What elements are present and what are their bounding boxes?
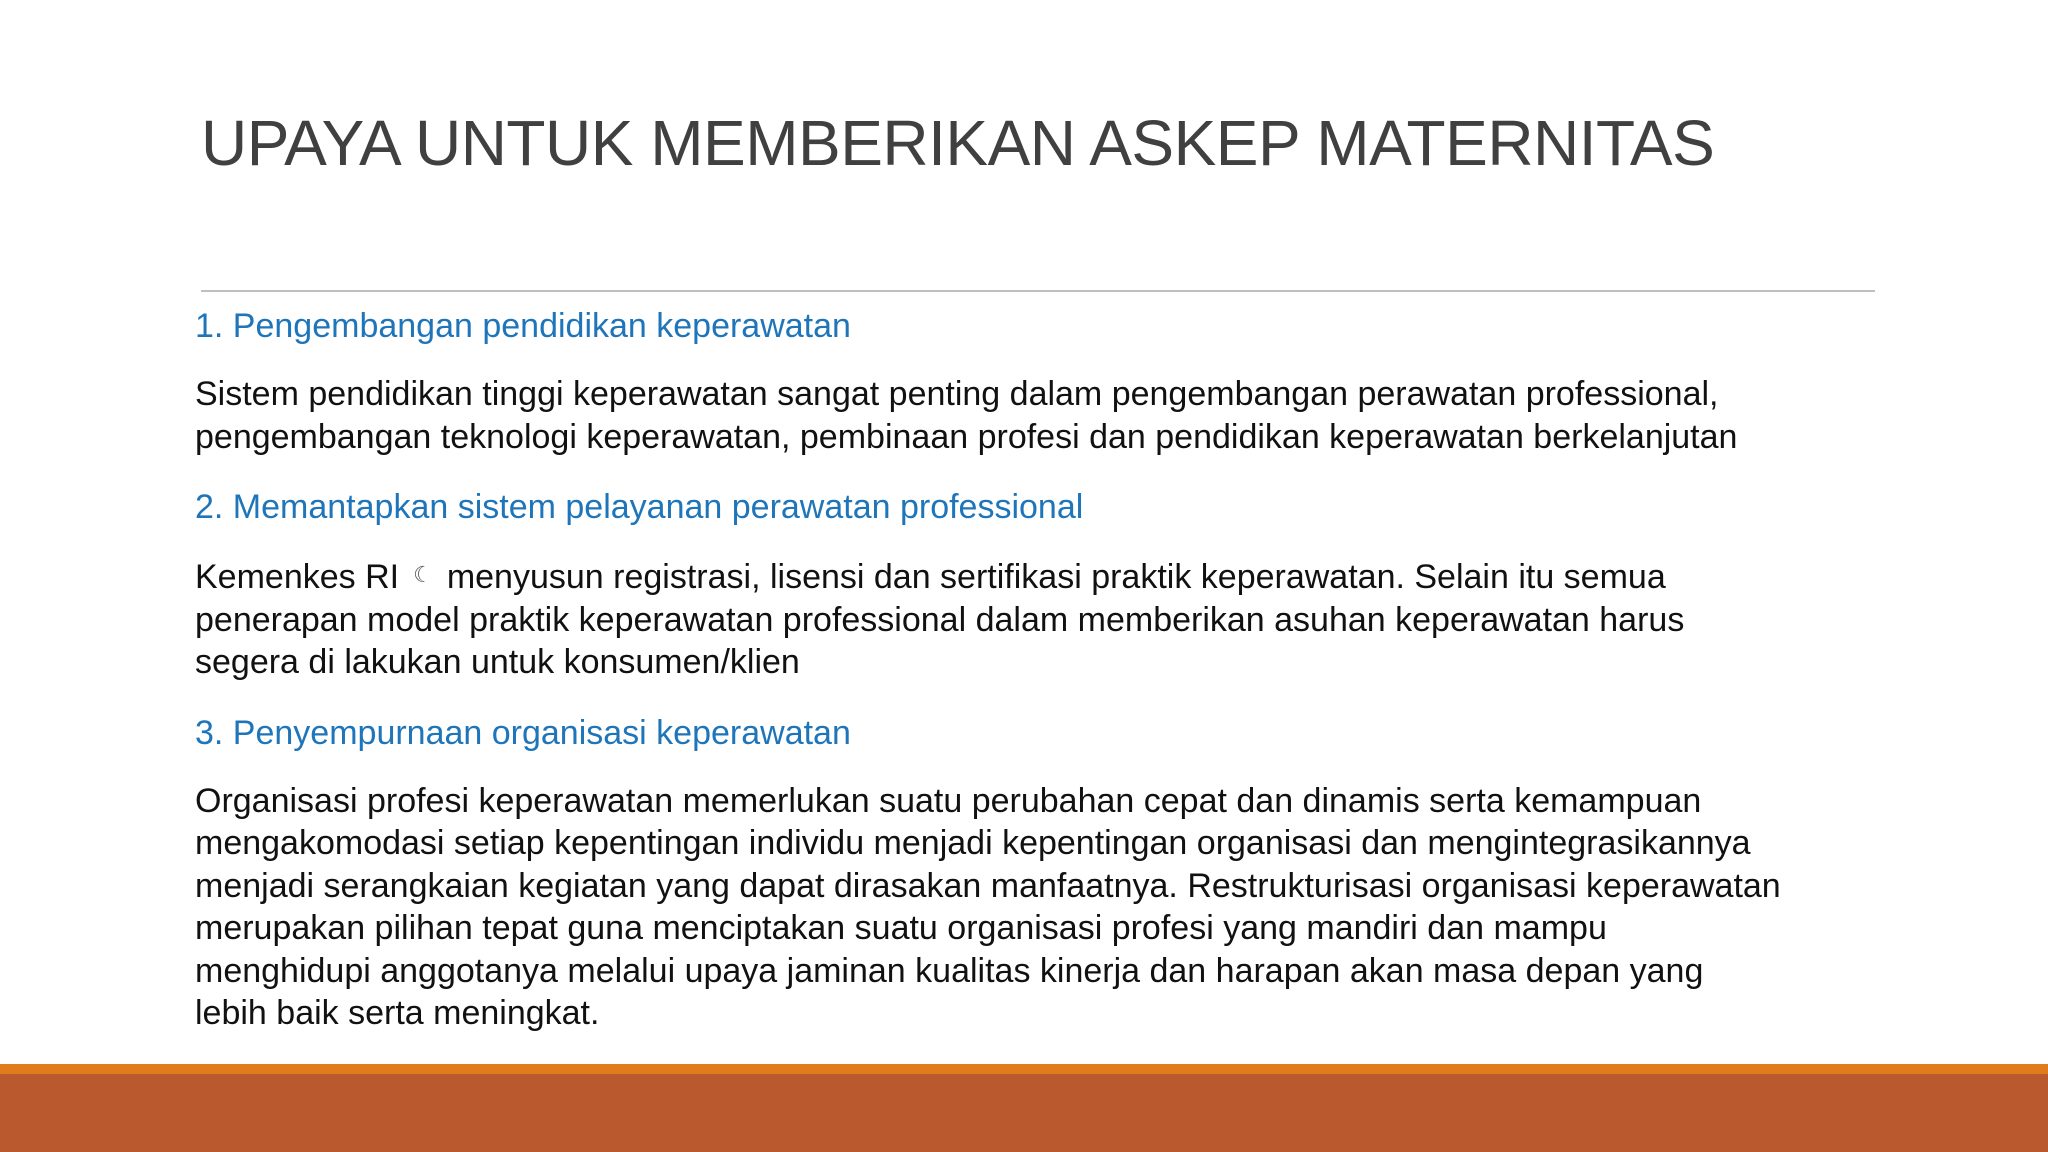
section-3-body (195, 780, 1895, 1035)
section-2-line-start: Kemenkes RI (195, 558, 400, 596)
section-3-heading: 3. Penyempurnaan organisasi keperawatan (195, 713, 851, 752)
moon-icon: ☾ (413, 562, 433, 587)
footer-band (0, 1074, 2048, 1152)
title-divider (201, 290, 1875, 292)
section-2 (195, 486, 1895, 684)
section-3 (195, 712, 1895, 1035)
section-1-line: pengembangan teknologi keperawatan, pembinaan profesi dan pendidikan keperawatan berkelanjutan (195, 417, 1738, 456)
section-3-line: menghidupi anggotanya melalui upaya jaminan kualitas kinerja dan harapan akan masa depan yang (195, 951, 1704, 990)
section-3-line: merupakan pilihan tepat guna menciptakan suatu organisasi profesi yang mandiri dan mampu (195, 909, 1607, 947)
section-2-line: penerapan model praktik keperawatan professional dalam memberikan asuhan keperawatan harus (195, 600, 1685, 639)
section-2-heading: 2. Memantapkan sistem pelayanan perawatan professional (195, 488, 1084, 526)
section-3-line: lebih baik serta meningkat. (195, 994, 600, 1032)
section-2-body (195, 554, 1895, 684)
section-2-line-rest: menyusun registrasi, lisensi dan sertifikasi praktik keperawatan. Selain itu semua (446, 558, 1666, 596)
section-1-line: Sistem pendidikan tinggi keperawatan sangat penting dalam pengembangan perawatan professional, (195, 375, 1719, 413)
section-2-line (195, 554, 1895, 599)
section-3-line: menjadi serangkaian kegiatan yang dapat dirasakan manfaatnya. Restrukturisasi organisasi keperawatan (195, 866, 1781, 905)
section-1 (195, 305, 1895, 458)
slide-title: UPAYA UNTUK MEMBERIKAN ASKEP MATERNITAS (201, 107, 1715, 179)
section-3-line: mengakomodasi setiap kepentingan individu menjadi kepentingan organisasi dan mengintegrasikannya (195, 824, 1751, 862)
slide-content (195, 305, 1895, 1063)
section-1-heading: 1. Pengembangan pendidikan keperawatan (195, 307, 851, 345)
section-1-body (195, 373, 1895, 458)
section-3-line: Organisasi profesi keperawatan memerlukan suatu perubahan cepat dan dinamis serta kemampuan (195, 781, 1702, 820)
section-2-line: segera di lakukan untuk konsumen/klien (195, 643, 800, 681)
footer-stripe (0, 1064, 2048, 1074)
